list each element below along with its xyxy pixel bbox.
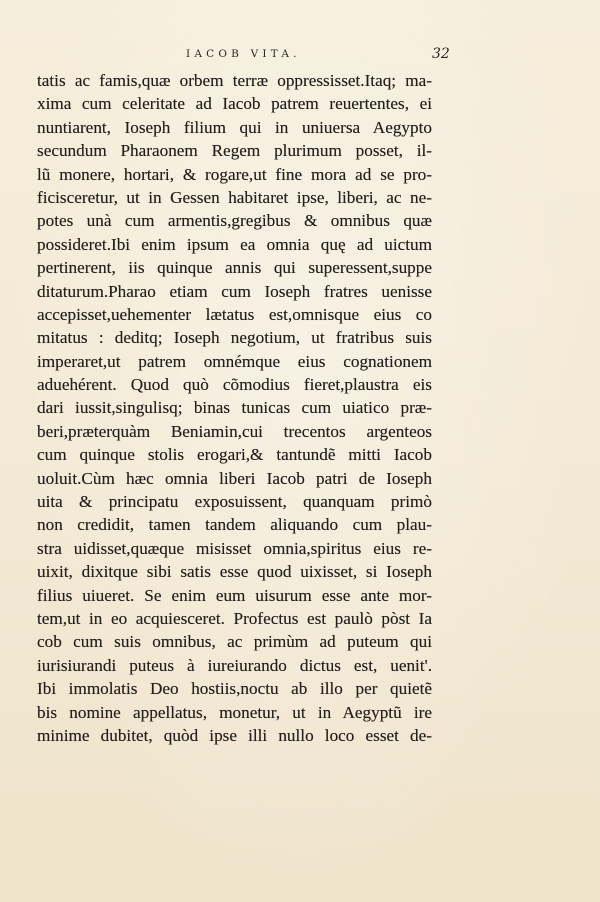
text-line: bis nomine appellatus, monetur, ut in Aegyptũ ire	[37, 702, 432, 722]
text-line: cum quinque stolis erogari,& tantundẽ mitti Iacob	[37, 445, 432, 465]
text-line: pertinerent, iis quinque annis qui superessent,suppe	[37, 258, 432, 278]
text-line: filius uiueret. Se enim eum uisurum esse ante mor-	[37, 585, 432, 605]
text-line: imperaret,ut patrem omnémque eius cognationem	[37, 351, 432, 371]
text-line: accepisset,uehementer lætatus est,omnisque eius co	[37, 304, 432, 324]
text-line: uoluit.Cùm hæc omnia liberi Iacob patri de Ioseph	[37, 468, 432, 488]
text-line: non credidit, tamen tandem aliquando cum plau-	[37, 515, 432, 535]
text-line: dari iussit,singulisq; binas tunicas cum uiatico præ-	[37, 398, 432, 418]
text-line: xima cum celeritate ad Iacob patrem reuertentes, ei	[37, 94, 432, 114]
text-line: possideret.Ibi enim ipsum ea omnia quę ad uictum	[37, 234, 432, 254]
text-line: cob cum suis omnibus, ac primùm ad puteum qui	[37, 632, 432, 652]
running-head: IACOB VITA.	[186, 48, 301, 60]
text-line: tatis ac famis,quæ orbem terræ oppressisset.Itaq; ma-	[37, 71, 432, 90]
text-line: Ibi immolatis Deo hostiis,noctu ab illo per quietẽ	[37, 679, 432, 699]
text-line: mitatus : deditq; Ioseph negotium, ut fratribus suis	[37, 328, 432, 348]
text-line: potes unà cum armentis,gregibus & omnibus quæ	[37, 211, 432, 231]
text-line: aduehérent. Quod quò cõmodius fieret,plaustra eis	[37, 375, 432, 395]
body-text	[37, 69, 432, 747]
text-line: uixit, dixitque sibi satis esse quod uixisset, si Ioseph	[37, 562, 432, 582]
text-line: tem,ut in eo acquiesceret. Profectus est paulò pòst Ia	[37, 608, 432, 628]
text-line: lũ monere, hortari, & rogare,ut fine mora ad se pro-	[37, 164, 432, 184]
page-header	[0, 44, 600, 66]
text-line: stra uidisset,quæque misisset omnia,spiritus eius re-	[37, 538, 432, 558]
text-line: ficisceretur, ut in Gessen habitaret ipse, liberi, ac ne-	[37, 187, 432, 207]
text-line: secundum Pharaonem Regem plurimum posset, il-	[37, 141, 432, 161]
text-line: iurisiurandi puteus à iureiurando dictus est, uenit'.	[37, 655, 432, 675]
text-line: beri,præterquàm Beniamin,cui trecentos argenteos	[37, 421, 432, 441]
text-line: minime dubitet, quòd ipse illi nullo loco esset de-	[37, 725, 432, 745]
text-line: ditaturum.Pharao etiam cum Ioseph fratres uenisse	[37, 281, 432, 301]
page-number: 32	[432, 46, 450, 62]
text-line: nuntiarent, Ioseph filium qui in uniuersa Aegypto	[37, 117, 432, 137]
text-line: uita & principatu exposuissent, quanquam primò	[37, 492, 432, 512]
